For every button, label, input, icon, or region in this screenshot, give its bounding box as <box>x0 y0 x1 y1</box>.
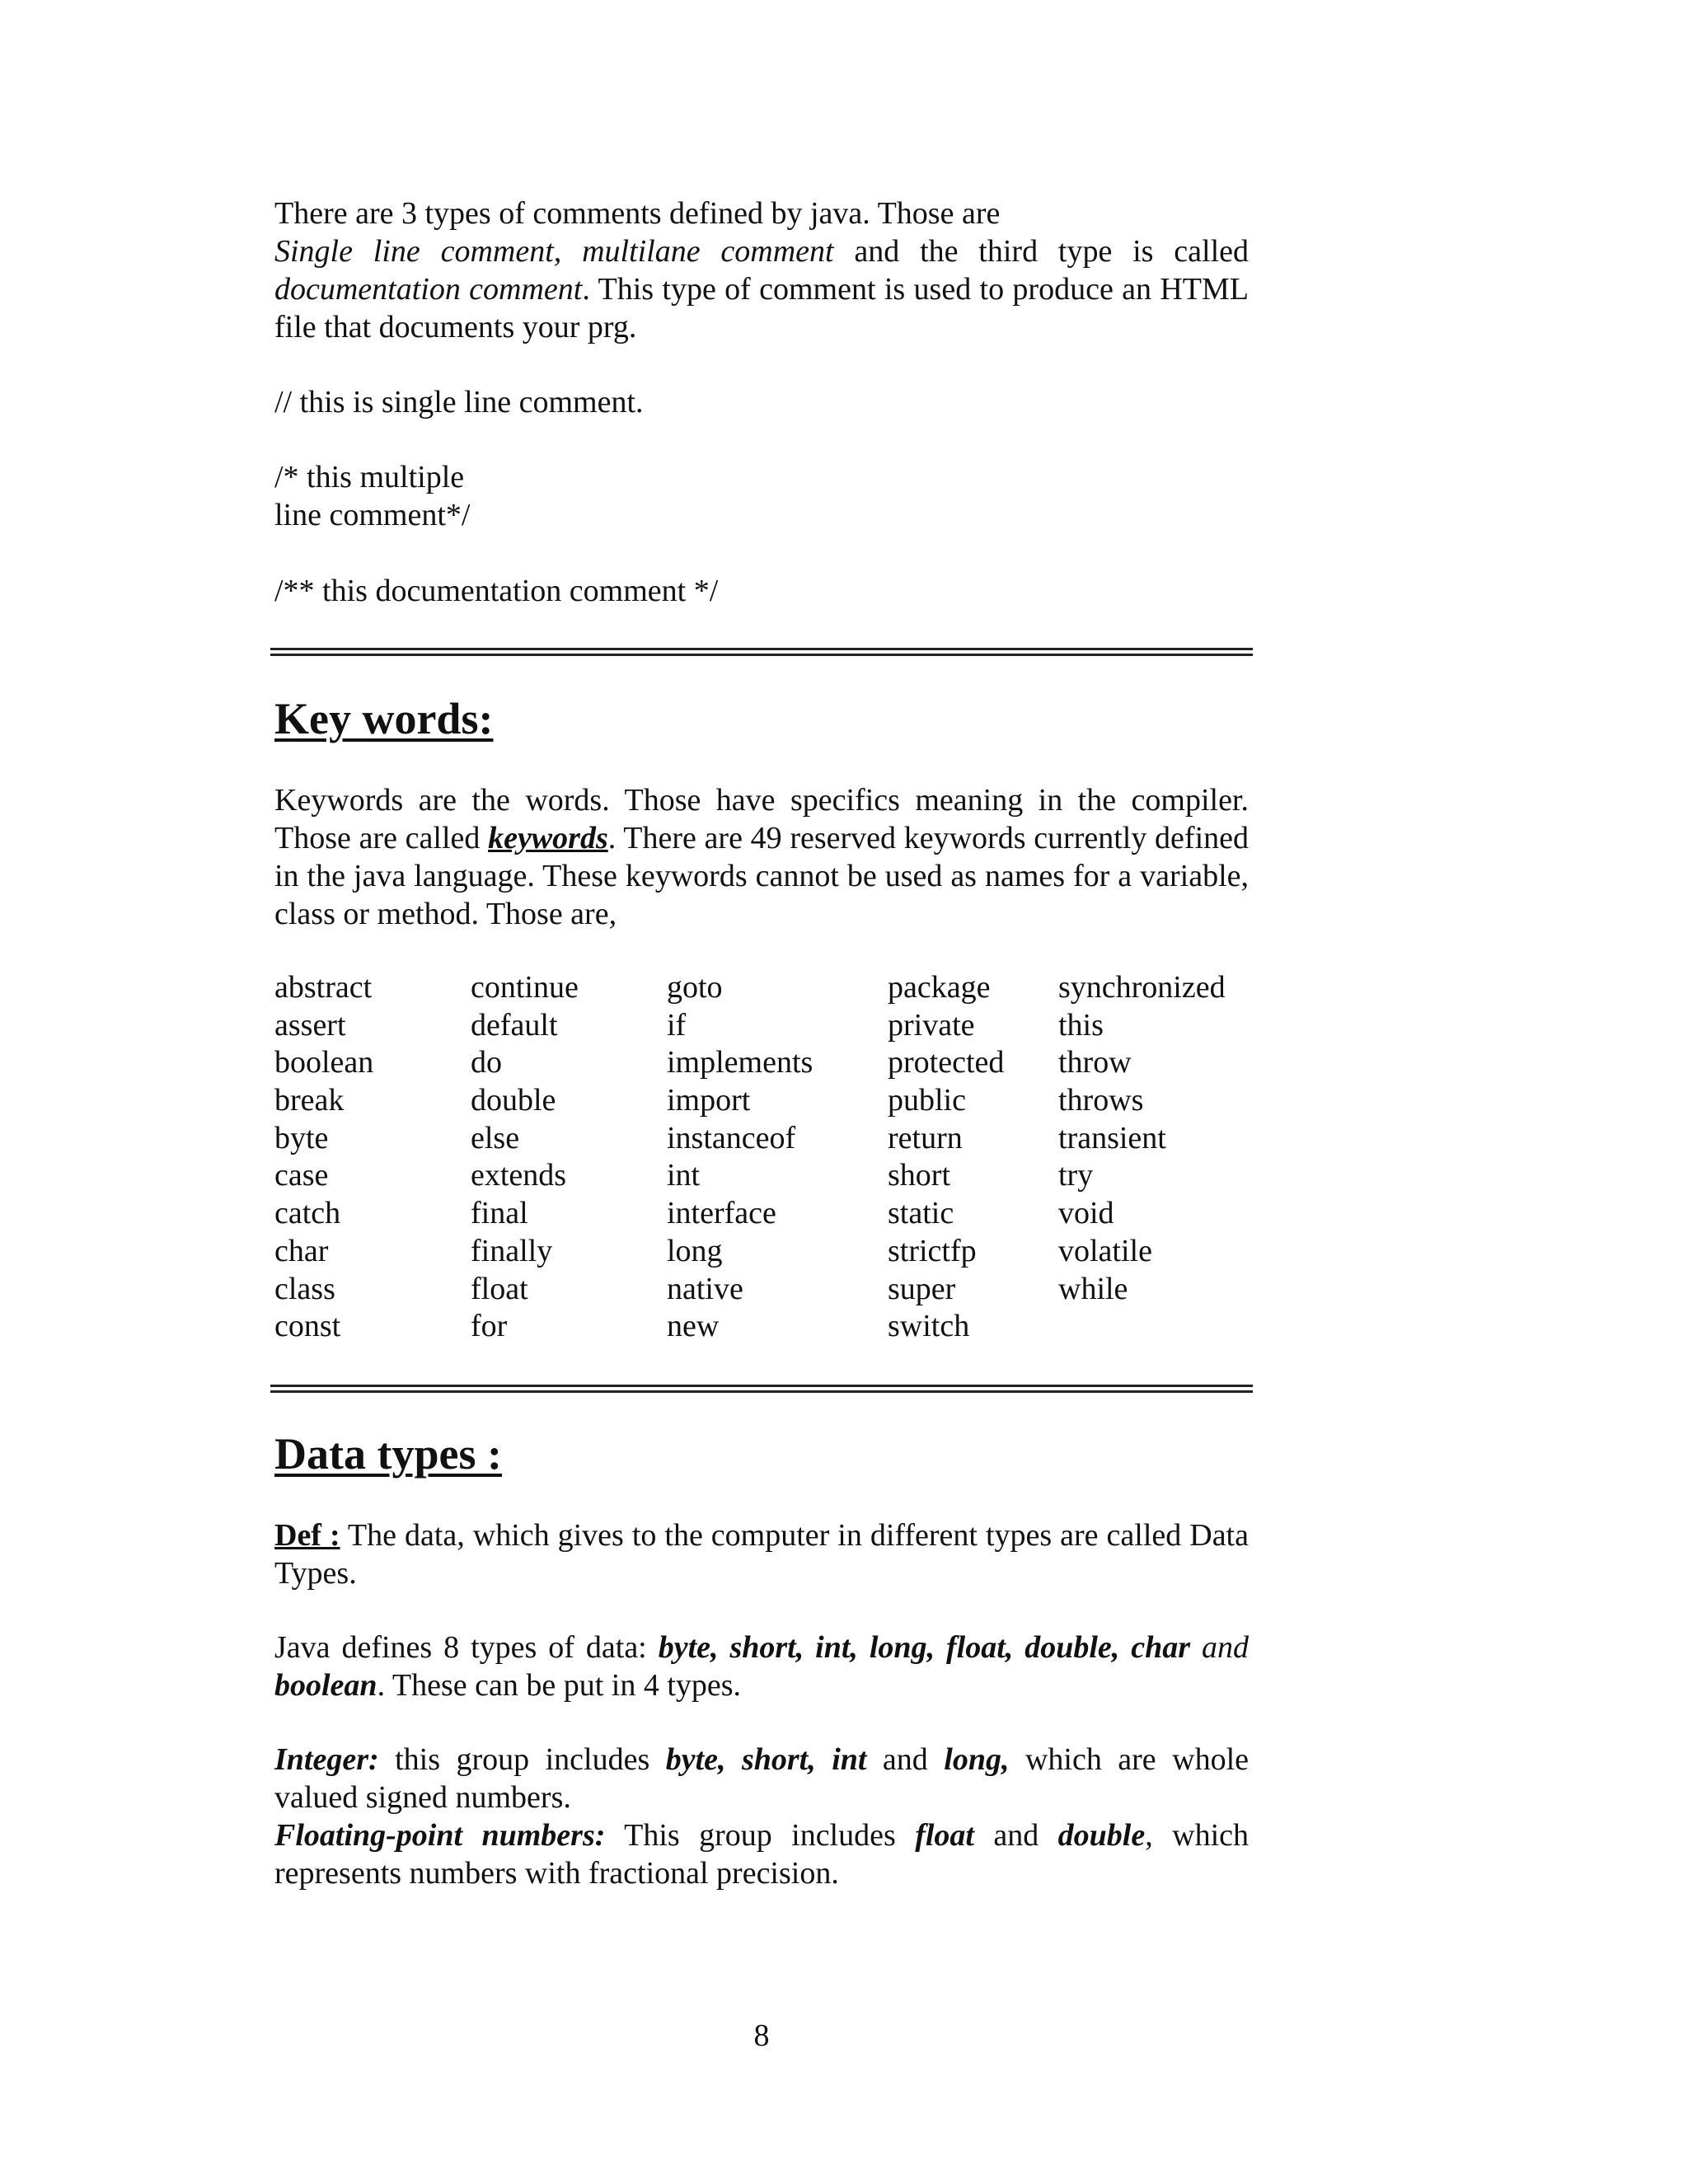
keyword: this <box>1058 1007 1104 1043</box>
keywords-column-3 <box>667 969 888 1346</box>
keyword: catch <box>274 1196 341 1231</box>
integer-text-1: this group includes <box>378 1742 666 1777</box>
keyword: try <box>1058 1158 1094 1193</box>
datatypes-definition <box>274 1516 1249 1592</box>
keywords-column-2 <box>471 969 667 1346</box>
java-types-paragraph <box>274 1629 1249 1704</box>
multi-line-comment-example-line2: line comment*/ <box>274 498 471 532</box>
keyword: throws <box>1058 1083 1144 1118</box>
floating-point-text-2: , which represents numbers with fractional precision. <box>274 1818 1249 1891</box>
integer-label: Integer: <box>274 1742 379 1777</box>
keyword: abstract <box>274 970 373 1005</box>
integer-and: and <box>866 1742 945 1777</box>
keywords-paragraph-start: Keywords are the words. Those have specifics meaning in the compiler. Those are called <box>274 783 1249 855</box>
integer-long: long, <box>944 1742 1010 1777</box>
keyword: int <box>667 1158 701 1193</box>
keyword: default <box>471 1007 558 1043</box>
def-text: The data, which gives to the computer in different types are called Data Types. <box>274 1518 1249 1591</box>
keywords-heading: Key words: <box>274 694 494 743</box>
keyword: private <box>888 1007 975 1043</box>
keyword: extends <box>471 1158 567 1193</box>
comment-types-and: and the third type is called <box>833 234 1249 269</box>
java-types-list: byte, short, int, long, float, double, char <box>658 1630 1191 1665</box>
keywords-paragraph <box>274 781 1249 933</box>
keyword: goto <box>667 970 723 1005</box>
keyword: float <box>471 1271 528 1306</box>
keyword: volatile <box>1058 1233 1152 1268</box>
keyword: continue <box>471 970 579 1005</box>
documentation-comment-example: /** this documentation comment */ <box>274 574 719 608</box>
section-divider-1 <box>270 648 1253 656</box>
integer-text-2: which are whole valued signed numbers. <box>274 1742 1250 1815</box>
keyword: boolean <box>274 1045 374 1080</box>
keyword: case <box>274 1158 329 1193</box>
keyword: else <box>471 1120 520 1155</box>
keyword: byte <box>274 1120 329 1155</box>
keyword: final <box>471 1196 528 1231</box>
keyword: finally <box>471 1233 553 1268</box>
keyword: instanceof <box>667 1120 796 1155</box>
comment-types-italic: Single line comment, multilane comment <box>274 234 834 269</box>
keyword: public <box>888 1083 966 1118</box>
keyword: short <box>888 1158 950 1193</box>
keyword: assert <box>274 1007 346 1043</box>
keywords-table <box>274 969 1256 1346</box>
keywords-paragraph-end: . There are 49 reserved keywords currently defined in the java language. These keywords cannot be used as names for a variable, class or method. Those are, <box>274 821 1249 931</box>
java-types-end: . These can be put in 4 types. <box>377 1668 742 1703</box>
integer-paragraph <box>274 1741 1249 1816</box>
keywords-column-1 <box>274 969 471 1346</box>
comments-intro: There are 3 types of comments defined by java. Those are <box>274 196 1001 231</box>
multi-line-comment-example-line1: /* this multiple <box>274 460 465 494</box>
keywords-column-5 <box>1058 969 1256 1346</box>
def-label: Def : <box>274 1518 340 1553</box>
keyword: import <box>667 1083 751 1118</box>
floating-point-float: float <box>915 1818 974 1853</box>
keywords-term: keywords <box>488 821 608 855</box>
integer-types: byte, short, int <box>665 1742 867 1777</box>
keyword: break <box>274 1083 345 1118</box>
keyword: class <box>274 1271 335 1306</box>
keyword: new <box>667 1309 720 1344</box>
page-number: 8 <box>753 2018 770 2053</box>
keyword: package <box>888 970 991 1005</box>
keyword: interface <box>667 1196 776 1231</box>
keyword: for <box>471 1309 508 1344</box>
datatypes-heading: Data types : <box>274 1429 502 1479</box>
keyword: while <box>1058 1271 1128 1306</box>
keyword: synchronized <box>1058 970 1226 1005</box>
documentation-comment-term: documentation comment <box>274 272 583 307</box>
keyword: super <box>888 1271 956 1306</box>
keyword: const <box>274 1309 341 1344</box>
keyword: throw <box>1058 1045 1132 1080</box>
keyword: transient <box>1058 1120 1166 1155</box>
single-line-comment-example: // this is single line comment. <box>274 385 644 419</box>
floating-point-paragraph <box>274 1816 1249 1892</box>
floating-point-label: Floating-point numbers: <box>274 1818 606 1853</box>
keyword: strictfp <box>888 1233 977 1268</box>
keywords-column-4 <box>888 969 1058 1346</box>
keyword: if <box>667 1007 687 1043</box>
keyword: implements <box>667 1045 814 1080</box>
keyword: long <box>667 1233 723 1268</box>
comments-types-paragraph <box>274 232 1249 346</box>
keyword: void <box>1058 1196 1114 1231</box>
keyword: do <box>471 1045 502 1080</box>
java-types-and: and <box>1190 1630 1250 1665</box>
floating-point-text-1: This group includes <box>605 1818 916 1853</box>
section-divider-2 <box>270 1385 1253 1393</box>
java-types-boolean: boolean <box>274 1668 377 1703</box>
keyword: static <box>888 1196 954 1231</box>
comment-types-rest: . This type of comment is used to produce an HTML file that documents your prg. <box>274 272 1249 344</box>
keyword: native <box>667 1271 743 1306</box>
keyword: protected <box>888 1045 1005 1080</box>
keyword: switch <box>888 1309 970 1344</box>
floating-point-and: and <box>973 1818 1058 1853</box>
keyword: double <box>471 1083 556 1118</box>
java-types-start: Java defines 8 types of data: <box>274 1630 659 1665</box>
keyword: return <box>888 1120 963 1155</box>
keyword: char <box>274 1233 329 1268</box>
floating-point-double: double <box>1057 1818 1146 1853</box>
